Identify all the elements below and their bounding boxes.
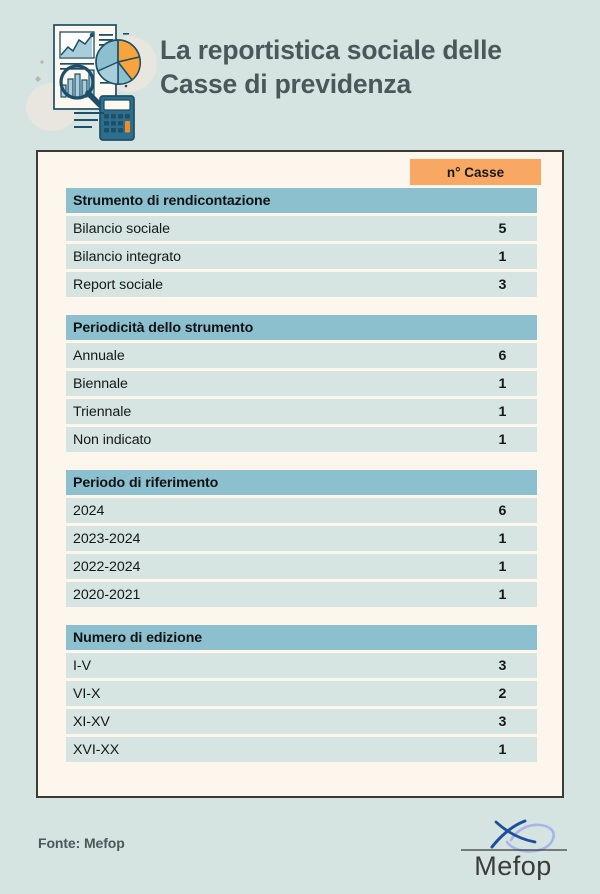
row-value: 1 xyxy=(498,403,507,420)
source-label: Fonte: Mefop xyxy=(38,835,125,851)
row-value: 6 xyxy=(498,347,507,364)
page-title-line-2: Casse di previdenza xyxy=(160,69,412,99)
mefop-wordmark: Mefop xyxy=(474,851,552,880)
row-label: I-V xyxy=(73,657,91,674)
row-label: 2023-2024 xyxy=(73,530,141,547)
footer xyxy=(0,798,600,894)
data-card xyxy=(36,150,564,798)
row-label: VI-X xyxy=(73,685,101,702)
table-section xyxy=(38,188,562,297)
row-value: 1 xyxy=(498,586,507,603)
column-header-row xyxy=(38,152,562,188)
page-title-line-1: La reportistica sociale delle xyxy=(160,35,502,65)
table-row xyxy=(66,681,537,706)
table-section xyxy=(38,625,562,762)
table-row xyxy=(66,709,537,734)
row-value: 5 xyxy=(498,220,507,237)
table-row xyxy=(66,244,537,269)
table-row xyxy=(66,582,537,607)
row-label: 2020-2021 xyxy=(73,586,141,603)
section-header: Periodicità dello strumento xyxy=(66,315,537,340)
row-label: Bilancio integrato xyxy=(73,248,181,265)
table-row xyxy=(66,399,537,424)
row-label: Biennale xyxy=(73,375,128,392)
row-label: Non indicato xyxy=(73,431,152,448)
row-value: 1 xyxy=(498,375,507,392)
row-value: 3 xyxy=(498,276,507,293)
row-value: 1 xyxy=(498,431,507,448)
table-row xyxy=(66,371,537,396)
row-value: 1 xyxy=(498,741,507,758)
page-title xyxy=(160,33,580,101)
table-row xyxy=(66,498,537,523)
row-value: 1 xyxy=(498,558,507,575)
row-value: 1 xyxy=(498,530,507,547)
mefop-fish-logo[interactable] xyxy=(455,812,577,880)
row-value: 2 xyxy=(498,685,507,702)
row-label: XVI-XX xyxy=(73,741,120,758)
header xyxy=(0,0,600,148)
column-header-n-casse: n° Casse xyxy=(410,159,541,185)
row-label: 2024 xyxy=(73,502,105,519)
table-section xyxy=(38,470,562,607)
table-row xyxy=(66,343,537,368)
row-label: Annuale xyxy=(73,347,125,364)
row-label: Bilancio sociale xyxy=(73,220,170,237)
row-label: 2022-2024 xyxy=(73,558,141,575)
table-row xyxy=(66,554,537,579)
row-value: 3 xyxy=(498,657,507,674)
section-header: Numero di edizione xyxy=(66,625,537,650)
row-value: 6 xyxy=(498,502,507,519)
table-row xyxy=(66,526,537,551)
row-value: 3 xyxy=(498,713,507,730)
section-header: Strumento di rendicontazione xyxy=(66,188,537,213)
row-label: Report sociale xyxy=(73,276,163,293)
table-row xyxy=(66,272,537,297)
table-row xyxy=(66,653,537,678)
table-sections xyxy=(38,188,562,762)
row-label: Triennale xyxy=(73,403,132,420)
table-row xyxy=(66,216,537,241)
report-chart-magnifier-calculator-illustration xyxy=(22,12,162,144)
section-header: Periodo di riferimento xyxy=(66,470,537,495)
table-row xyxy=(66,427,537,452)
row-label: XI-XV xyxy=(73,713,110,730)
row-value: 1 xyxy=(498,248,507,265)
table-row xyxy=(66,737,537,762)
table-section xyxy=(38,315,562,452)
